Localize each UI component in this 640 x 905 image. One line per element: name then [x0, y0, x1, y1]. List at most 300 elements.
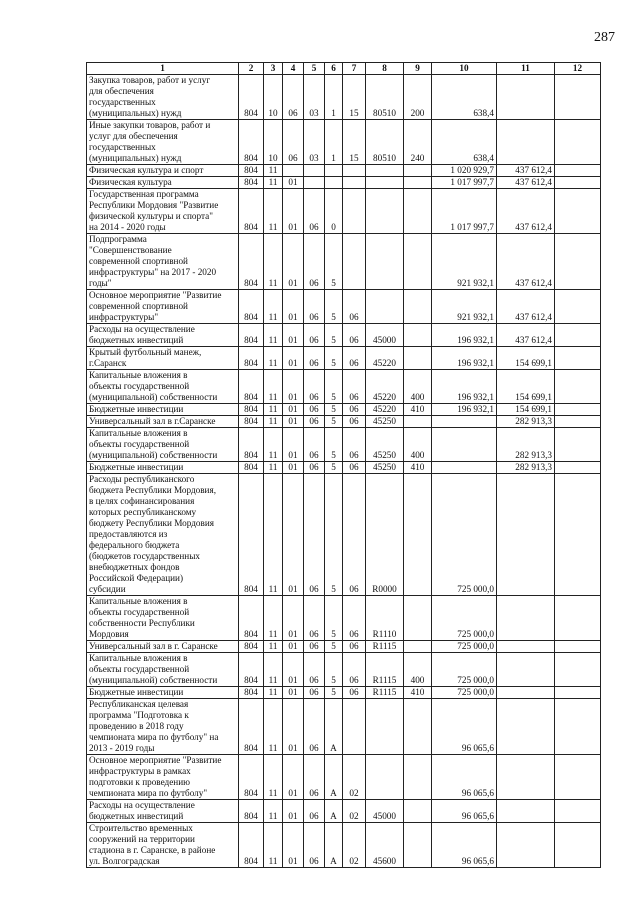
row-value-cell: 400 [404, 370, 432, 404]
row-value-cell: 06 [304, 428, 325, 462]
row-value-cell: А [325, 699, 343, 755]
table-row [87, 290, 601, 324]
row-value-cell: 45220 [366, 347, 404, 370]
row-name-cell: Капитальные вложения в объекты государственной (муниципальной) собственности [87, 370, 239, 404]
row-value-cell: 06 [304, 370, 325, 404]
row-value-cell: 804 [239, 165, 264, 177]
row-value-cell: 06 [304, 596, 325, 641]
row-value-cell: 01 [283, 474, 304, 596]
row-value-cell [366, 699, 404, 755]
row-value-cell: 11 [264, 474, 283, 596]
table-row [87, 347, 601, 370]
row-value-cell: 11 [264, 653, 283, 687]
row-value-cell: 45000 [366, 324, 404, 347]
row-value-cell: 06 [304, 755, 325, 800]
row-value-cell: R1115 [366, 687, 404, 699]
row-value-cell [555, 234, 601, 290]
row-value-cell: 804 [239, 687, 264, 699]
row-value-cell: 06 [304, 234, 325, 290]
row-value-cell [404, 290, 432, 324]
row-value-cell: 01 [283, 823, 304, 868]
row-value-cell: 11 [264, 404, 283, 416]
row-value-cell: 804 [239, 823, 264, 868]
column-header: 12 [555, 63, 601, 75]
column-header: 6 [325, 63, 343, 75]
row-value-cell [404, 165, 432, 177]
row-value-cell: 804 [239, 120, 264, 165]
row-value-cell: 804 [239, 404, 264, 416]
row-value-cell: 638,4 [432, 120, 497, 165]
row-value-cell [497, 474, 555, 596]
row-value-cell: 06 [304, 324, 325, 347]
row-value-cell: 03 [304, 120, 325, 165]
table-row [87, 653, 601, 687]
table-row [87, 416, 601, 428]
row-value-cell: 03 [304, 75, 325, 120]
row-value-cell: 02 [343, 823, 366, 868]
row-value-cell: 0 [325, 189, 343, 234]
row-value-cell: 11 [264, 177, 283, 189]
row-value-cell: 01 [283, 177, 304, 189]
row-value-cell: 11 [264, 687, 283, 699]
row-value-cell [497, 75, 555, 120]
row-value-cell [404, 234, 432, 290]
table-row [87, 428, 601, 462]
table-row [87, 755, 601, 800]
table-row [87, 234, 601, 290]
row-value-cell: 06 [304, 641, 325, 653]
row-value-cell [404, 324, 432, 347]
row-value-cell: 282 913,3 [497, 428, 555, 462]
row-value-cell: 725 000,0 [432, 474, 497, 596]
row-name-cell: Расходы на осуществление бюджетных инвестиций [87, 800, 239, 823]
row-value-cell: 410 [404, 462, 432, 474]
row-value-cell [283, 165, 304, 177]
row-name-cell: Подпрограмма "Совершенствование современной спортивной инфраструктуры" на 2017 - 2020 годы" [87, 234, 239, 290]
row-value-cell: 11 [264, 596, 283, 641]
row-name-cell: Закупка товаров, работ и услуг для обеспечения государственных (муниципальных) нужд [87, 75, 239, 120]
row-value-cell: R1115 [366, 641, 404, 653]
row-value-cell: 45250 [366, 462, 404, 474]
row-value-cell: 11 [264, 189, 283, 234]
row-value-cell: 804 [239, 641, 264, 653]
row-value-cell: 5 [325, 234, 343, 290]
row-value-cell: 5 [325, 428, 343, 462]
row-value-cell [555, 370, 601, 404]
row-value-cell: 06 [304, 687, 325, 699]
row-value-cell: 437 612,4 [497, 290, 555, 324]
row-name-cell: Физическая культура [87, 177, 239, 189]
row-value-cell: 725 000,0 [432, 596, 497, 641]
table-row [87, 189, 601, 234]
row-value-cell: 96 065,6 [432, 823, 497, 868]
row-value-cell: 11 [264, 370, 283, 404]
row-value-cell: 804 [239, 177, 264, 189]
row-value-cell: 01 [283, 290, 304, 324]
row-value-cell [343, 189, 366, 234]
row-value-cell: 96 065,6 [432, 699, 497, 755]
row-value-cell [404, 416, 432, 428]
row-value-cell [555, 324, 601, 347]
row-value-cell [366, 234, 404, 290]
table-row [87, 687, 601, 699]
column-header: 4 [283, 63, 304, 75]
row-value-cell: 410 [404, 687, 432, 699]
row-value-cell [497, 653, 555, 687]
row-value-cell: 437 612,4 [497, 234, 555, 290]
row-value-cell [555, 428, 601, 462]
row-value-cell: 11 [264, 290, 283, 324]
row-value-cell [555, 75, 601, 120]
row-value-cell: 06 [343, 653, 366, 687]
row-value-cell: 96 065,6 [432, 755, 497, 800]
row-value-cell [432, 428, 497, 462]
row-value-cell [366, 177, 404, 189]
row-name-cell: Основное мероприятие "Развитие современной спортивной инфраструктуры" [87, 290, 239, 324]
column-header: 8 [366, 63, 404, 75]
row-value-cell: 01 [283, 324, 304, 347]
row-value-cell: 437 612,4 [497, 189, 555, 234]
row-value-cell: 804 [239, 234, 264, 290]
row-value-cell: 196 932,1 [432, 370, 497, 404]
row-name-cell: Иные закупки товаров, работ и услуг для обеспечения государственных (муниципальных) нужд [87, 120, 239, 165]
row-name-cell: Основное мероприятие "Развитие инфраструктуры в рамках подготовки к проведению чемпионата мира по футболу" [87, 755, 239, 800]
row-value-cell: 01 [283, 462, 304, 474]
budget-table [86, 62, 601, 868]
column-header: 10 [432, 63, 497, 75]
row-value-cell [304, 177, 325, 189]
row-value-cell: 10 [264, 75, 283, 120]
row-value-cell: 45220 [366, 404, 404, 416]
row-value-cell: 5 [325, 347, 343, 370]
row-value-cell: 196 932,1 [432, 347, 497, 370]
row-value-cell: 804 [239, 755, 264, 800]
row-value-cell: 01 [283, 699, 304, 755]
row-value-cell: 804 [239, 699, 264, 755]
row-value-cell: 01 [283, 189, 304, 234]
row-name-cell: Капитальные вложения в объекты государственной (муниципальной) собственности [87, 653, 239, 687]
row-value-cell: 45250 [366, 428, 404, 462]
row-value-cell [555, 596, 601, 641]
row-value-cell: 1 020 929,7 [432, 165, 497, 177]
table-row [87, 596, 601, 641]
row-value-cell: 5 [325, 290, 343, 324]
row-value-cell: 154 699,1 [497, 370, 555, 404]
row-value-cell [497, 755, 555, 800]
table-row [87, 699, 601, 755]
row-value-cell [497, 823, 555, 868]
row-value-cell: 196 932,1 [432, 404, 497, 416]
row-value-cell: 725 000,0 [432, 687, 497, 699]
row-value-cell: 437 612,4 [497, 324, 555, 347]
row-value-cell: 11 [264, 428, 283, 462]
row-value-cell: 804 [239, 462, 264, 474]
row-value-cell: 437 612,4 [497, 165, 555, 177]
row-value-cell [555, 165, 601, 177]
table-row [87, 641, 601, 653]
table-row [87, 823, 601, 868]
row-value-cell [343, 165, 366, 177]
row-value-cell: 01 [283, 404, 304, 416]
row-value-cell: 5 [325, 462, 343, 474]
row-value-cell: 5 [325, 474, 343, 596]
row-value-cell: 01 [283, 370, 304, 404]
column-header: 1 [87, 63, 239, 75]
row-value-cell: 804 [239, 324, 264, 347]
row-value-cell: 400 [404, 428, 432, 462]
row-value-cell: 11 [264, 755, 283, 800]
row-value-cell [555, 290, 601, 324]
row-value-cell: 725 000,0 [432, 653, 497, 687]
row-value-cell: 06 [283, 75, 304, 120]
row-value-cell: 06 [304, 462, 325, 474]
row-value-cell: 15 [343, 75, 366, 120]
row-value-cell: 06 [304, 416, 325, 428]
row-value-cell: 11 [264, 800, 283, 823]
row-name-cell: Крытый футбольный манеж, г.Саранск [87, 347, 239, 370]
row-value-cell: 06 [304, 404, 325, 416]
row-name-cell: Капитальные вложения в объекты государственной (муниципальной) собственности [87, 428, 239, 462]
table-header-row [87, 63, 601, 75]
row-value-cell: 196 932,1 [432, 324, 497, 347]
row-value-cell: R1110 [366, 596, 404, 641]
row-value-cell: 282 913,3 [497, 462, 555, 474]
row-value-cell: 96 065,6 [432, 800, 497, 823]
row-value-cell [404, 189, 432, 234]
row-value-cell [366, 189, 404, 234]
row-value-cell [555, 823, 601, 868]
row-value-cell [497, 120, 555, 165]
row-value-cell: 06 [304, 800, 325, 823]
row-value-cell: 06 [343, 596, 366, 641]
row-value-cell: 80510 [366, 75, 404, 120]
row-value-cell: 01 [283, 347, 304, 370]
row-value-cell [404, 755, 432, 800]
row-value-cell: 921 932,1 [432, 290, 497, 324]
row-name-cell: Бюджетные инвестиции [87, 404, 239, 416]
row-name-cell: Бюджетные инвестиции [87, 462, 239, 474]
row-value-cell: 06 [343, 290, 366, 324]
table-row [87, 324, 601, 347]
row-value-cell [555, 347, 601, 370]
row-value-cell: 5 [325, 653, 343, 687]
row-value-cell: 06 [304, 290, 325, 324]
row-value-cell: 1 [325, 75, 343, 120]
row-value-cell: 06 [343, 641, 366, 653]
row-name-cell: Физическая культура и спорт [87, 165, 239, 177]
row-name-cell: Республиканская целевая программа "Подготовка к проведению в 2018 году чемпионата мира по футболу" на 2013 - 2019 годы [87, 699, 239, 755]
row-value-cell [404, 800, 432, 823]
row-value-cell: 5 [325, 596, 343, 641]
row-value-cell [404, 596, 432, 641]
row-value-cell: 410 [404, 404, 432, 416]
row-value-cell: 10 [264, 120, 283, 165]
row-value-cell [366, 165, 404, 177]
row-value-cell: 06 [343, 462, 366, 474]
row-value-cell [343, 177, 366, 189]
row-name-cell: Универсальный зал в г. Саранске [87, 641, 239, 653]
row-value-cell: 01 [283, 800, 304, 823]
row-value-cell [404, 474, 432, 596]
row-value-cell: 45600 [366, 823, 404, 868]
column-header: 2 [239, 63, 264, 75]
row-value-cell: 804 [239, 370, 264, 404]
row-value-cell: 80510 [366, 120, 404, 165]
row-value-cell: 5 [325, 404, 343, 416]
row-value-cell: 06 [343, 428, 366, 462]
row-value-cell [404, 823, 432, 868]
column-header: 9 [404, 63, 432, 75]
row-value-cell [555, 687, 601, 699]
column-header: 11 [497, 63, 555, 75]
row-value-cell [432, 416, 497, 428]
row-value-cell [555, 699, 601, 755]
row-name-cell: Расходы на осуществление бюджетных инвестиций [87, 324, 239, 347]
row-value-cell [555, 416, 601, 428]
column-header: 5 [304, 63, 325, 75]
row-value-cell [555, 177, 601, 189]
row-value-cell: 11 [264, 641, 283, 653]
row-value-cell: 11 [264, 416, 283, 428]
row-value-cell [555, 189, 601, 234]
row-name-cell: Капитальные вложения в объекты государственной собственности Республики Мордовия [87, 596, 239, 641]
row-name-cell: Бюджетные инвестиции [87, 687, 239, 699]
row-value-cell: 5 [325, 324, 343, 347]
row-value-cell: А [325, 823, 343, 868]
row-value-cell: 200 [404, 75, 432, 120]
row-value-cell: 06 [304, 823, 325, 868]
row-value-cell [325, 165, 343, 177]
row-value-cell: 11 [264, 165, 283, 177]
row-value-cell: 01 [283, 428, 304, 462]
row-value-cell: 1 017 997,7 [432, 189, 497, 234]
row-value-cell: 02 [343, 755, 366, 800]
row-value-cell: 06 [283, 120, 304, 165]
row-value-cell: 804 [239, 347, 264, 370]
row-value-cell: 804 [239, 653, 264, 687]
row-value-cell: 154 699,1 [497, 404, 555, 416]
table-row [87, 165, 601, 177]
table-row [87, 474, 601, 596]
row-value-cell [497, 687, 555, 699]
row-value-cell [497, 800, 555, 823]
row-value-cell: 15 [343, 120, 366, 165]
row-value-cell: 804 [239, 596, 264, 641]
row-value-cell: 804 [239, 428, 264, 462]
row-value-cell: 06 [343, 416, 366, 428]
row-value-cell: 01 [283, 755, 304, 800]
row-value-cell [343, 699, 366, 755]
row-value-cell: 921 932,1 [432, 234, 497, 290]
row-value-cell: 06 [343, 347, 366, 370]
row-value-cell: 06 [343, 324, 366, 347]
table-row [87, 404, 601, 416]
row-name-cell: Расходы республиканского бюджета Республики Мордовия, в целях софинансирования которых республиканскому бюджету Республики Мордовия предоставляются из федерального бюджета (бюджетов государственных внебюджетных фондов Российской Федерации) субсидии [87, 474, 239, 596]
row-value-cell: 01 [283, 234, 304, 290]
row-value-cell: 02 [343, 800, 366, 823]
row-value-cell: А [325, 755, 343, 800]
row-value-cell [366, 290, 404, 324]
row-value-cell [325, 177, 343, 189]
row-value-cell [555, 404, 601, 416]
row-value-cell: 06 [304, 653, 325, 687]
row-value-cell: 06 [343, 404, 366, 416]
row-value-cell: А [325, 800, 343, 823]
row-value-cell: 06 [304, 347, 325, 370]
row-value-cell: 804 [239, 416, 264, 428]
row-value-cell: 804 [239, 75, 264, 120]
row-value-cell: 5 [325, 416, 343, 428]
column-header: 7 [343, 63, 366, 75]
row-value-cell: 11 [264, 324, 283, 347]
row-value-cell [497, 699, 555, 755]
table-row [87, 177, 601, 189]
row-value-cell: 804 [239, 290, 264, 324]
row-value-cell: 11 [264, 234, 283, 290]
row-value-cell: 01 [283, 641, 304, 653]
row-name-cell: Универсальный зал в г.Саранске [87, 416, 239, 428]
table-row [87, 370, 601, 404]
row-value-cell: 45250 [366, 416, 404, 428]
row-value-cell: 06 [304, 474, 325, 596]
row-value-cell [555, 462, 601, 474]
table-row [87, 75, 601, 120]
row-value-cell: 06 [343, 370, 366, 404]
row-value-cell: 06 [343, 687, 366, 699]
row-value-cell [555, 474, 601, 596]
row-value-cell [404, 641, 432, 653]
row-value-cell [555, 800, 601, 823]
row-value-cell: 06 [343, 474, 366, 596]
row-value-cell: 5 [325, 687, 343, 699]
row-value-cell [404, 347, 432, 370]
row-value-cell: 804 [239, 474, 264, 596]
row-value-cell [366, 755, 404, 800]
row-value-cell [555, 755, 601, 800]
row-value-cell: 11 [264, 462, 283, 474]
row-value-cell: R1115 [366, 653, 404, 687]
page-number: 287 [594, 30, 615, 45]
row-value-cell [555, 641, 601, 653]
row-value-cell: 5 [325, 641, 343, 653]
row-value-cell: 638,4 [432, 75, 497, 120]
row-value-cell: 282 913,3 [497, 416, 555, 428]
row-value-cell: 11 [264, 347, 283, 370]
row-value-cell: 437 612,4 [497, 177, 555, 189]
row-value-cell: 06 [304, 189, 325, 234]
row-value-cell [497, 596, 555, 641]
row-value-cell: 5 [325, 370, 343, 404]
row-value-cell [555, 120, 601, 165]
row-value-cell [432, 462, 497, 474]
row-value-cell: 01 [283, 687, 304, 699]
row-value-cell: 11 [264, 823, 283, 868]
row-value-cell [555, 653, 601, 687]
row-value-cell: 725 000,0 [432, 641, 497, 653]
row-value-cell [304, 165, 325, 177]
row-value-cell: 154 699,1 [497, 347, 555, 370]
column-header: 3 [264, 63, 283, 75]
row-value-cell: 45220 [366, 370, 404, 404]
row-value-cell: 01 [283, 596, 304, 641]
row-value-cell: 400 [404, 653, 432, 687]
row-name-cell: Государственная программа Республики Мордовия "Развитие физической культуры и спорта" на 2014 - 2020 годы [87, 189, 239, 234]
row-value-cell: 01 [283, 416, 304, 428]
row-value-cell [497, 641, 555, 653]
table-row [87, 462, 601, 474]
row-value-cell: 11 [264, 699, 283, 755]
row-value-cell: 804 [239, 800, 264, 823]
